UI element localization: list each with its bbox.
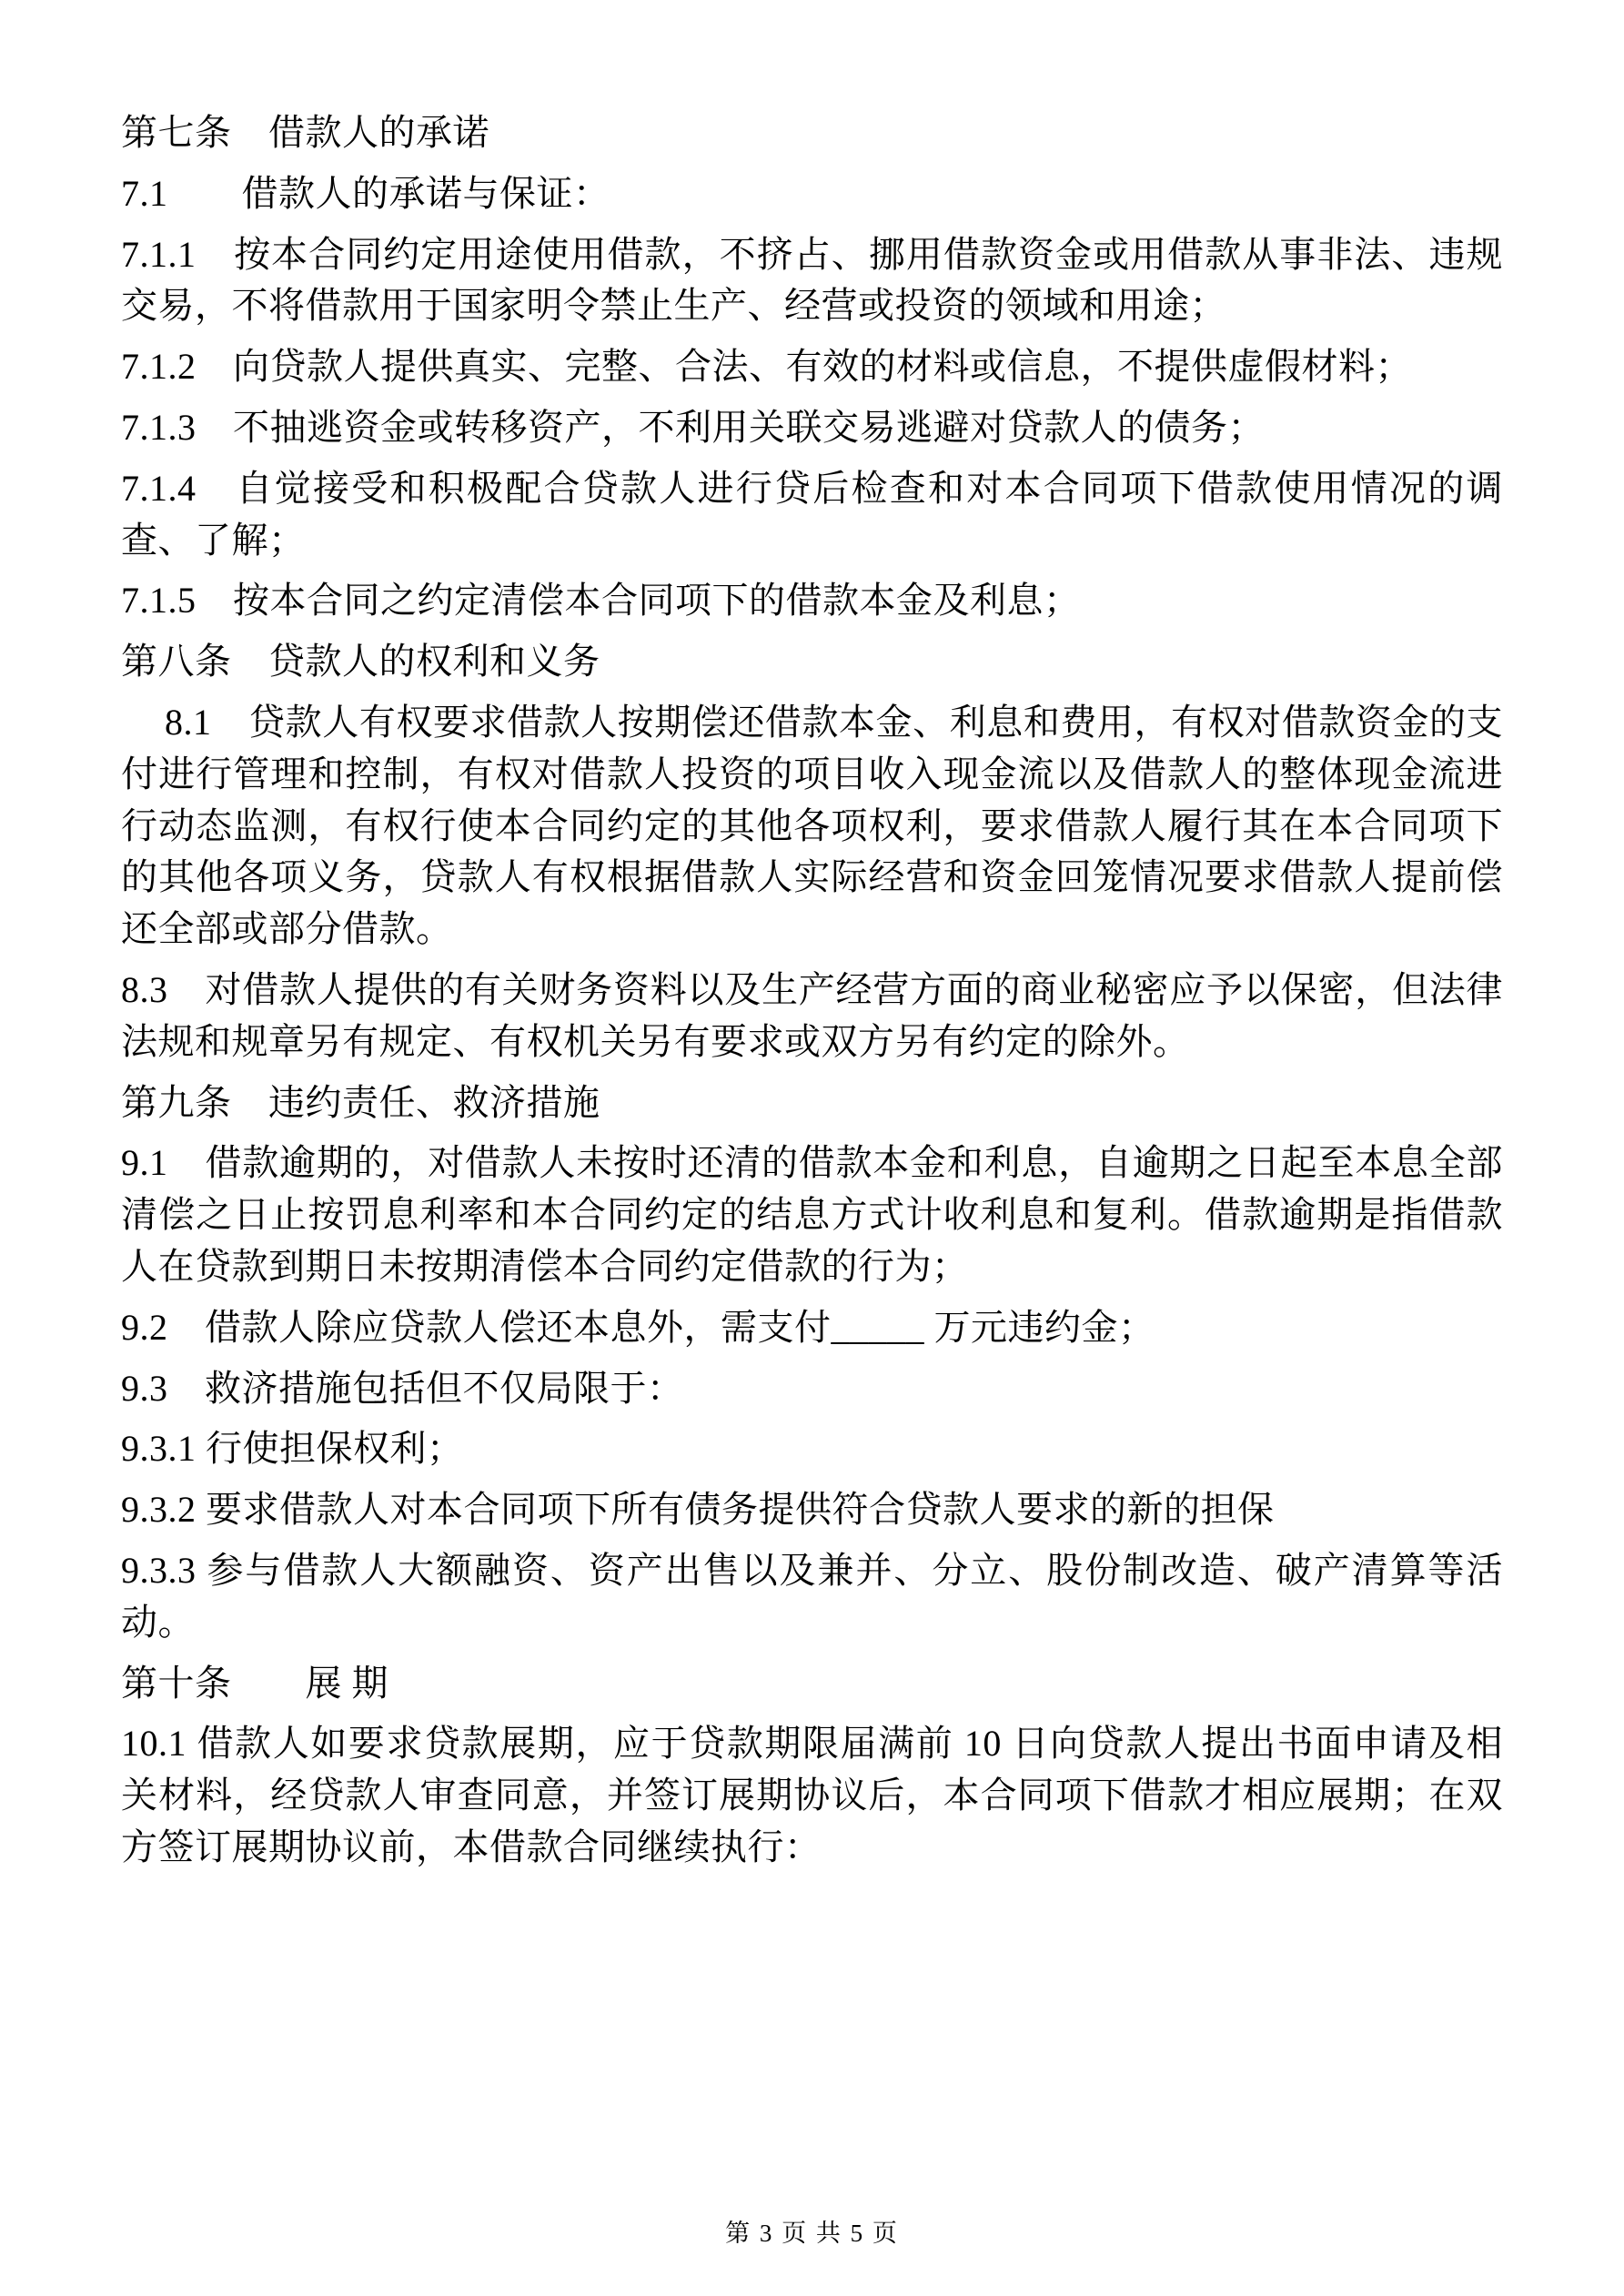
- article-7-heading: 第七条 借款人的承诺: [121, 112, 489, 153]
- clause-7-1-1: 7.1.1 按本合同约定用途使用借款，不挤占、挪用借款资金或用借款从事非法、违规交易，不将借款用于国家明令禁止生产、经营或投资的领域和用途；: [121, 233, 1503, 327]
- clause-7-1-5: 7.1.5 按本合同之约定清偿本合同项下的借款本金及利息；: [121, 580, 1081, 622]
- clause-9-3-1: 9.3.1 行使担保权利；: [121, 1428, 464, 1470]
- clause-7-1-3: 7.1.3 不抽逃资金或转移资产，不利用关联交易逃避对贷款人的债务；: [121, 406, 1265, 448]
- article-9-heading: 第九条 违约责任、救济措施: [121, 1081, 600, 1123]
- clause-9-1: 9.1 借款逾期的，对借款人未按时还清的借款本金和利息，自逾期之日起至本息全部清偿之日止按罚息利率和本合同约定的结息方式计收利息和复利。借款逾期是指借款人在贷款到期日未按期清偿本合同约定借款的行为；: [121, 1142, 1503, 1287]
- clause-7-1: 7.1 借款人的承诺与保证：: [121, 172, 610, 214]
- clause-9-2: 9.2 借款人除应贷款人偿还本息外，需支付_____ 万元违约金；: [121, 1306, 1155, 1348]
- clause-7-1-2: 7.1.2 向贷款人提供真实、完整、合法、有效的材料或信息，不提供虚假材料；: [121, 346, 1412, 388]
- clause-10-1: 10.1 借款人如要求贷款展期，应于贷款期限届满前 10 日向贷款人提出书面申请及相关材料，经贷款人审查同意，并签订展期协议后，本合同项下借款才相应展期；在双方签订展期协议前，本借款合同继续执行：: [121, 1723, 1503, 1867]
- article-8-heading: 第八条 贷款人的权利和义务: [121, 641, 600, 683]
- clause-9-3: 9.3 救济措施包括但不仅局限于：: [121, 1367, 684, 1409]
- clause-8-3: 8.3 对借款人提供的有关财务资料以及生产经营方面的商业秘密应予以保密，但法律法规和规章另有规定、有权机关另有要求或双方另有约定的除外。: [121, 968, 1503, 1062]
- article-10-heading: 第十条 展 期: [121, 1662, 388, 1704]
- clause-8-1: 8.1 贷款人有权要求借款人按期偿还借款本金、利息和费用，有权对借款资金的支付进行管理和控制，有权对借款人投资的项目收入现金流以及借款人的整体现金流进行动态监测，有权行使本合同约定的其他各项权利，要求借款人履行其在本合同项下的其他各项义务，贷款人有权根据借款人实际经营和资金回笼情况要求借款人提前偿还全部或部分借款。: [121, 701, 1503, 950]
- document-body: [121, 107, 1503, 1883]
- page-number-footer: 第 3 页 共 5 页: [725, 2220, 899, 2247]
- clause-9-3-2: 9.3.2 要求借款人对本合同项下所有债务提供符合贷款人要求的新的担保: [121, 1489, 1275, 1531]
- clause-7-1-4: 7.1.4 自觉接受和积极配合贷款人进行贷后检查和对本合同项下借款使用情况的调查、了解；: [121, 467, 1503, 561]
- clause-9-3-3: 9.3.3 参与借款人大额融资、资产出售以及兼并、分立、股份制改造、破产清算等活动。: [121, 1549, 1503, 1643]
